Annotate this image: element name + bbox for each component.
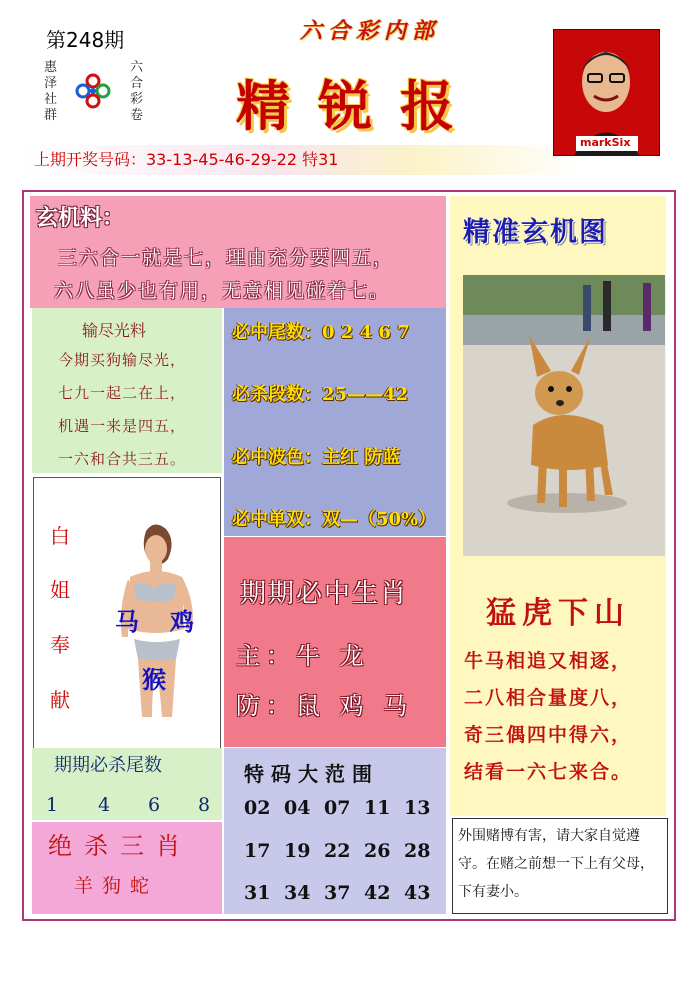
special-code-number: 22 — [324, 840, 351, 862]
girl-zodiac: 鸡 — [170, 607, 194, 636]
zodiac-guard: 防：鼠 鸡 马 — [236, 692, 414, 720]
poem-line: 一六和合共三五。 — [58, 450, 187, 468]
special-code-number: 11 — [364, 797, 391, 819]
zodiac-main: 主：牛 龙 — [236, 642, 370, 670]
issue-number: 第248期 — [46, 28, 125, 52]
special-code-number: 13 — [404, 797, 431, 819]
special-code-title: 特码大范围 — [244, 762, 379, 786]
publisher-logo — [40, 58, 152, 130]
tiger-line: 奇三偶四中得六， — [464, 724, 633, 746]
tiger-line: 牛马相追又相逐， — [464, 650, 633, 672]
mascot-photo — [553, 29, 660, 156]
dog-photo — [463, 275, 665, 556]
tiger-line: 结看一六七来合。 — [464, 761, 633, 783]
tiger-line: 二八相合量度八， — [464, 687, 633, 709]
tail-digit: 1 — [46, 794, 59, 816]
mark-six-badge: markSix — [580, 136, 631, 149]
xuanji-line-2: 六八虽少也有用，无意相见碰着七。 — [54, 280, 391, 302]
xuanji-line-1: 三六合一就是七，理由充分要四五， — [58, 247, 395, 269]
poem-line: 今期买狗输尽光， — [58, 351, 187, 369]
tail-digit: 4 — [98, 794, 111, 816]
pick-kill-range: 必杀段数：25——42 — [232, 384, 409, 405]
tail-digit: 8 — [198, 794, 211, 816]
special-code-number: 37 — [324, 882, 351, 904]
poem-line: 机遇一来是四五， — [58, 417, 187, 435]
special-code-number: 28 — [404, 840, 431, 862]
right-title: 精准玄机图 — [463, 217, 608, 248]
top-slogan: 六合彩内部 — [300, 18, 441, 44]
girl-zodiac: 猴 — [142, 665, 166, 694]
pick-wave: 必中波色：主红 防蓝 — [232, 447, 401, 468]
pick-odd-even: 必中单双：双—（50%） — [232, 509, 437, 530]
special-code-number: 04 — [284, 797, 311, 819]
special-code-number: 07 — [324, 797, 351, 819]
zodiac-title: 期期必中生肖 — [240, 579, 409, 609]
special-code-number: 19 — [284, 840, 311, 862]
xuanji-title: 玄机料： — [36, 205, 125, 231]
special-code-number: 26 — [364, 840, 391, 862]
warning-text: 外围赌博有害，请大家自觉遵守。在赌之前想一下上有父母，下有妻小。 — [458, 828, 654, 900]
poem-line: 七九一起二在上， — [58, 384, 187, 402]
special-code-number: 02 — [244, 797, 271, 819]
special-code-number: 17 — [244, 840, 271, 862]
tail-digit: 6 — [148, 794, 161, 816]
girl-vertical-text: 奉 — [50, 633, 70, 657]
girl-vertical-text: 姐 — [50, 578, 70, 602]
masthead-title: 精锐报 — [236, 74, 482, 138]
previous-result: 上期开奖号码：33-13-45-46-29-22 特31 — [34, 150, 339, 169]
girl-vertical-text: 献 — [50, 688, 70, 712]
tail-kill-title: 期期必杀尾数 — [54, 755, 162, 776]
special-code-number: 42 — [364, 882, 391, 904]
logo-text-left: 惠泽社群 — [44, 60, 58, 123]
tiger-title: 猛虎下山 — [486, 596, 630, 631]
rings-logo-icon — [74, 72, 112, 110]
poem-title: 输尽光料 — [82, 321, 147, 340]
special-code-number: 43 — [404, 882, 431, 904]
girl-vertical-text: 白 — [50, 524, 70, 548]
pick-tail: 必中尾数：0 2 4 6 7 — [232, 322, 410, 343]
girl-zodiac: 马 — [115, 607, 139, 636]
special-code-number: 31 — [244, 882, 271, 904]
kill-three-values: 羊狗蛇 — [74, 875, 159, 897]
special-code-number: 34 — [284, 882, 311, 904]
kill-three-title: 绝杀三肖 — [48, 832, 192, 860]
logo-text-right: 六合彩卷 — [130, 60, 144, 123]
